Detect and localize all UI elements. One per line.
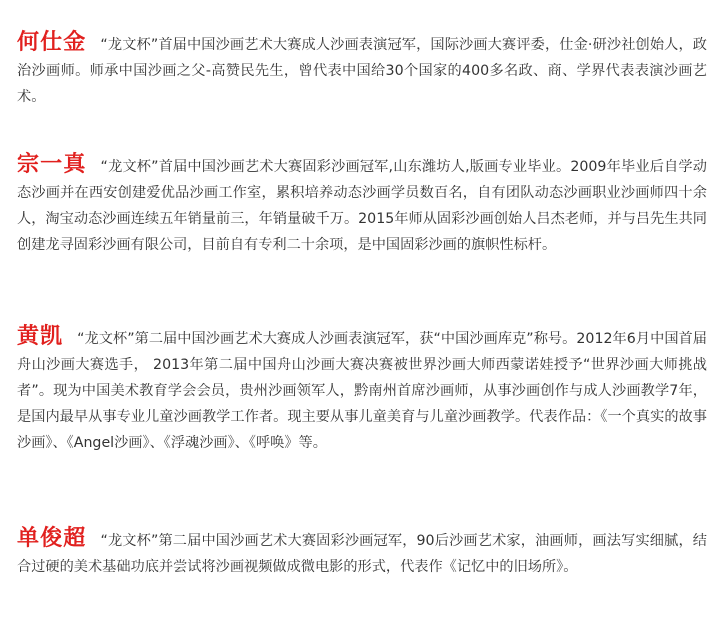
artist-bio: “龙文杯”第二届中国沙画艺术大赛成人沙画表演冠军，获“中国沙画库克”称号。2012年6月中国首届舟山沙画大赛选手， 2013年第二届中国舟山沙画大赛决赛被世界沙画大师西蒙诺娃授予“世界沙画大师挑战者”。现为中国美术教育学会会员，贵州沙画领军人，黔南州首席沙画师，从事沙画创作与成人沙画教学7年，是国内最早从事专业儿童沙画教学工作者。现主要从事儿童美育与儿童沙画教学。代表作品：《一个真实的故事沙画》、《Angel沙画》、《浮魂沙画》、《呼唤》等。 [17,331,707,451]
artist-entry-he-shijin [17,29,707,110]
artist-bio: “龙文杯”首届中国沙画艺术大赛固彩沙画冠军,山东潍坊人,版画专业毕业。2009年毕业后自学动态沙画并在西安创建爱优品沙画工作室，累积培养动态沙画学员数百名，自有团队动态沙画职业沙画师四十余人，淘宝动态沙画连续五年销量前三，年销量破千万。2015年师从固彩沙画创始人吕杰老师，并与吕先生共同创建龙寻固彩沙画有限公司，目前自有专利二十余项，是中国固彩沙画的旗帜性标杆。 [17,159,707,253]
artist-name: 何仕金 [17,29,87,55]
artist-bio: “龙文杯”首届中国沙画艺术大赛成人沙画表演冠军，国际沙画大赛评委，仕金·研沙社创始人，政治沙画师。师承中国沙画之父-高赞民先生，曾代表中国给30个国家的400多名政、商、学界代表表演沙画艺术。 [17,37,707,105]
artist-entry-zong-yizhen [17,151,707,258]
artist-entry-shan-junchao [17,525,707,580]
artist-entry-huang-kai [17,323,707,456]
artist-name: 宗一真 [17,151,87,177]
artist-name: 黄凯 [17,323,64,349]
artist-bio: “龙文杯”第二届中国沙画艺术大赛固彩沙画冠军，90后沙画艺术家，油画师，画法写实细腻，结合过硬的美术基础功底并尝试将沙画视频做成微电影的形式，代表作《记忆中的旧场所》。 [17,533,707,575]
artist-name: 单俊超 [17,525,87,551]
